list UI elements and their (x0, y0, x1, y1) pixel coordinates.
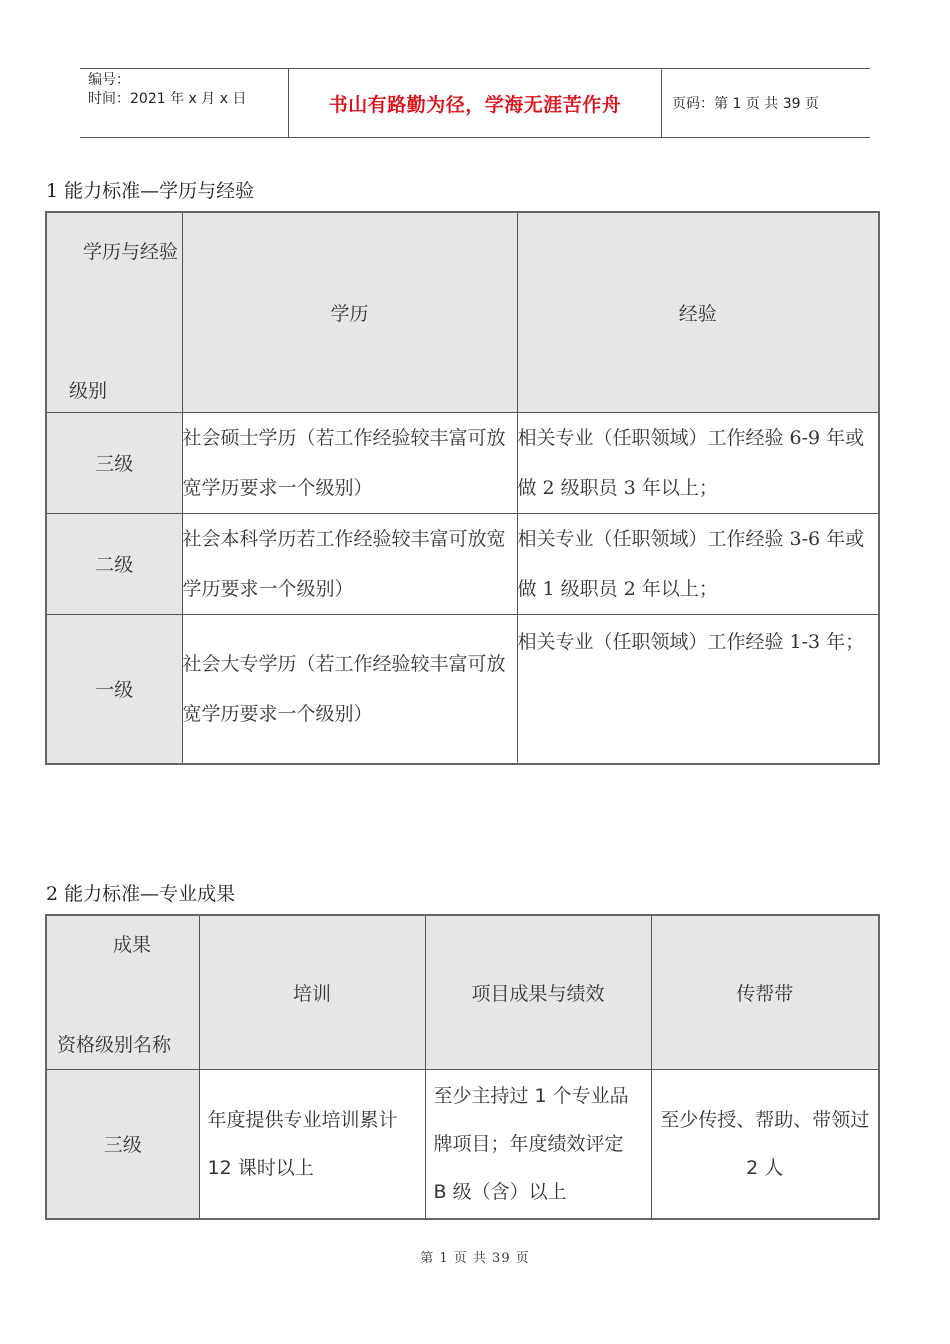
table-row (46, 412, 879, 513)
corner-cell (46, 915, 199, 1069)
level-cell: 三级 (46, 412, 182, 513)
corner-bottom: 资格级别名称 (57, 1034, 172, 1056)
corner-top: 学历与经验 (83, 241, 179, 263)
mentor-cell: 至少传授、帮助、带领过 2 人 (651, 1069, 879, 1219)
header-meta (80, 69, 288, 137)
page-header (80, 68, 870, 138)
experience-cell: 相关专业（任职领域）工作经验 6-9 年或做 2 级职员 3 年以上； (517, 412, 879, 513)
table-row (46, 513, 879, 614)
experience-cell: 相关专业（任职领域）工作经验 1-3 年； (517, 614, 879, 764)
education-cell: 社会本科学历若工作经验较丰富可放宽学历要求一个级别） (182, 513, 517, 614)
experience-cell: 相关专业（任职领域）工作经验 3-6 年或做 1 级职员 2 年以上； (517, 513, 879, 614)
education-cell: 社会大专学历（若工作经验较丰富可放宽学历要求一个级别） (182, 614, 517, 764)
time-label: 时间：2021 年 x 月 x 日 (88, 91, 247, 107)
section2-title: 2 能力标准—专业成果 (46, 883, 236, 905)
level-cell: 三级 (46, 1069, 199, 1219)
corner-cell (46, 212, 182, 412)
education-cell: 社会硕士学历（若工作经验较丰富可放宽学历要求一个级别） (182, 412, 517, 513)
training-cell: 年度提供专业培训累计 12 课时以上 (199, 1069, 425, 1219)
education-experience-table (45, 211, 880, 765)
motto: 书山有路勤为径，学海无涯苦作舟 (288, 69, 662, 137)
col-training: 培训 (199, 915, 425, 1069)
table-header-row (46, 212, 879, 412)
col-experience: 经验 (517, 212, 879, 412)
col-mentor: 传帮带 (651, 915, 879, 1069)
number-label: 编号： (88, 72, 130, 88)
level-cell: 二级 (46, 513, 182, 614)
page-label: 页码：第 1 页 共 39 页 (672, 96, 819, 112)
section1-title: 1 能力标准—学历与经验 (46, 180, 255, 202)
table-row (46, 614, 879, 764)
col-education: 学历 (182, 212, 517, 412)
col-project: 项目成果与绩效 (425, 915, 651, 1069)
professional-results-table (45, 914, 880, 1220)
table-header-row (46, 915, 879, 1069)
project-cell: 至少主持过 1 个专业品牌项目；年度绩效评定 B 级（含）以上 (425, 1069, 651, 1219)
level-cell: 一级 (46, 614, 182, 764)
page-footer: 第 1 页 共 39 页 (420, 1251, 530, 1266)
corner-top: 成果 (113, 934, 152, 956)
corner-bottom: 级别 (69, 380, 108, 402)
table-row (46, 1069, 879, 1219)
